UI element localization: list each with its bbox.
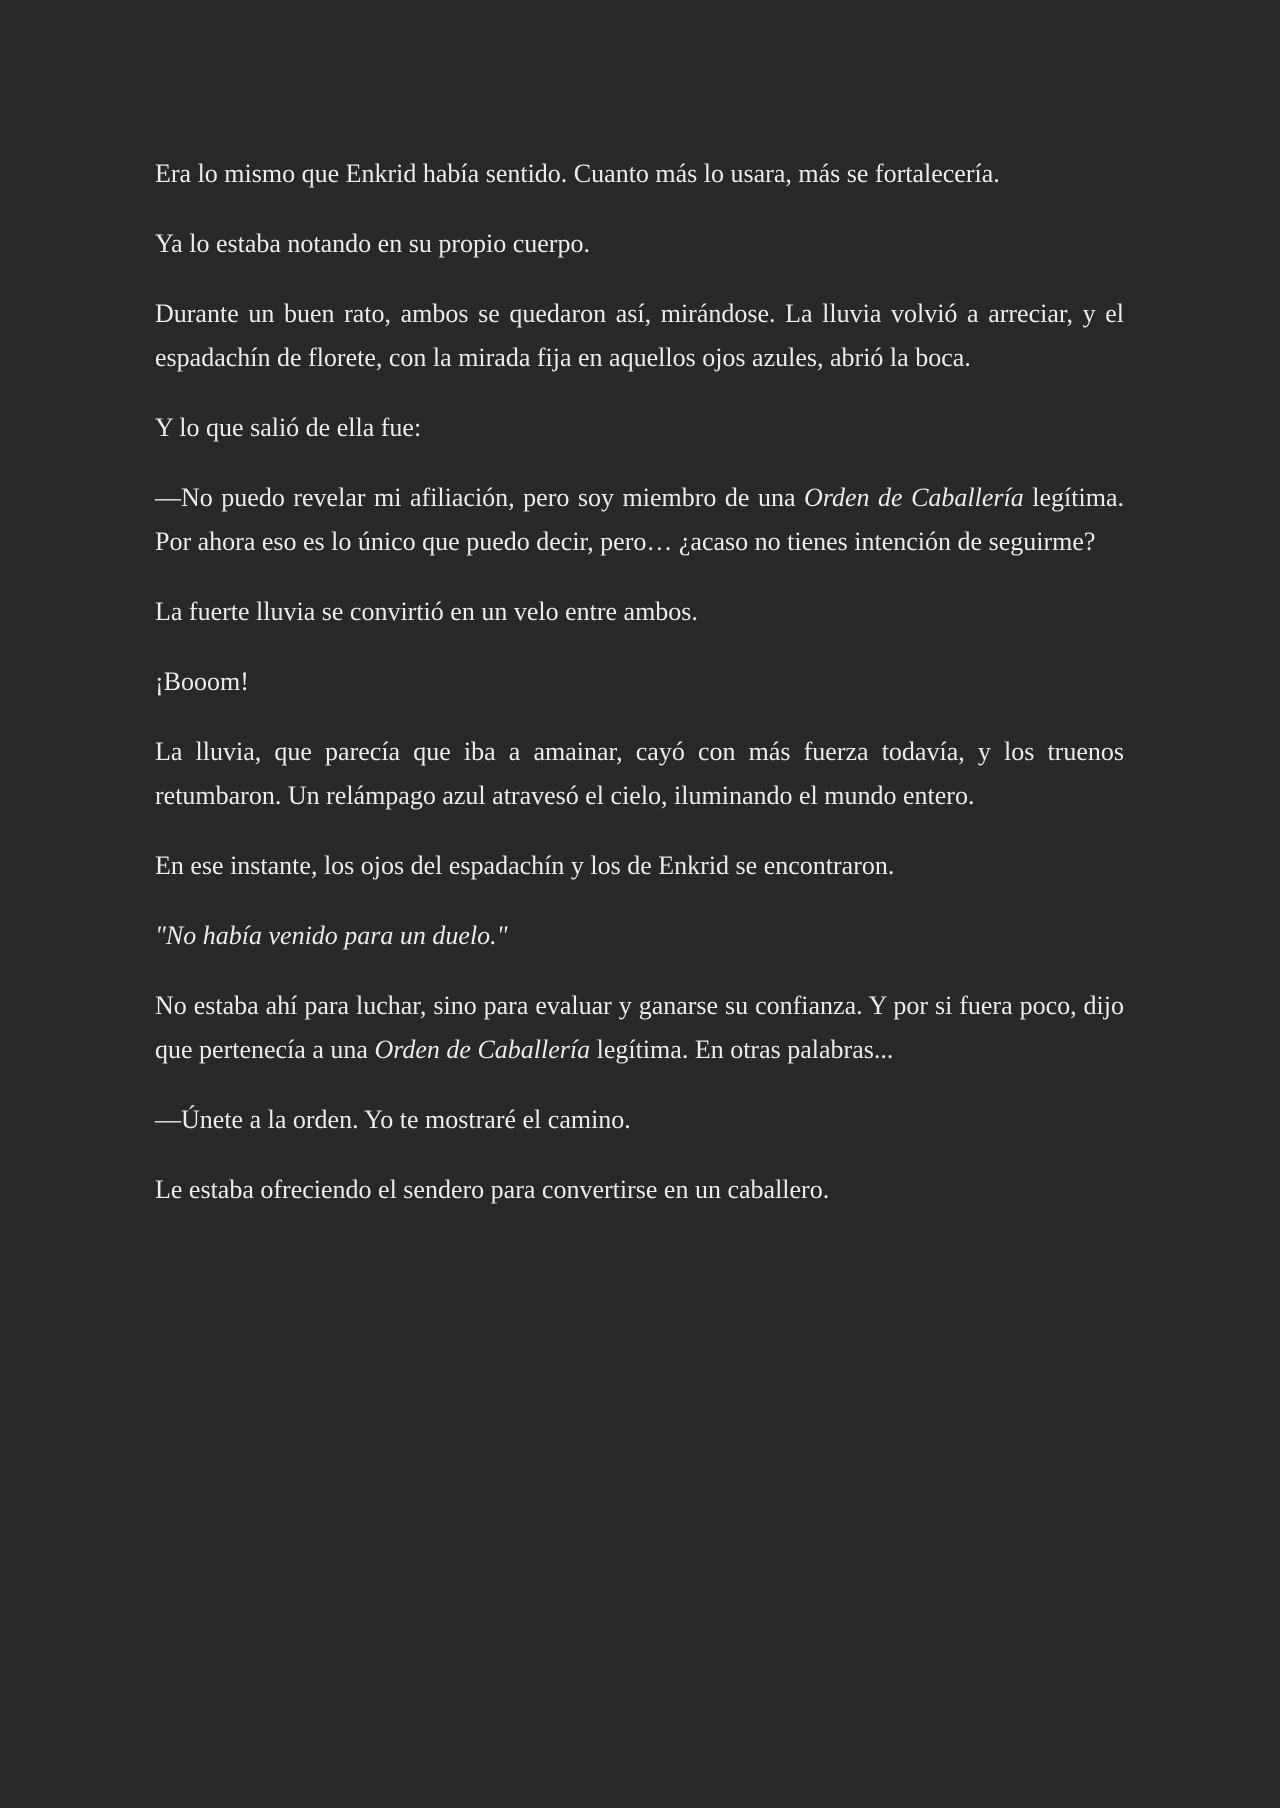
dialogue-text: legítima. Por ahora eso es lo único que puedo decir, pero… ¿acaso no tienes intención de seguirme? [155,483,1124,556]
paragraph: Durante un buen rato, ambos se quedaron así, mirándose. La lluvia volvió a arreciar, y el espadachín de florete, con la mirada fija en aquellos ojos azules, abrió la boca. [155,299,1124,372]
paragraph: Era lo mismo que Enkrid había sentido. Cuanto más lo usara, más se fortalecería. [155,159,1000,188]
paragraph: La lluvia, que parecía que iba a amainar, cayó con más fuerza todavía, y los truenos retumbaron. Un relámpago azul atravesó el cielo, iluminando el mundo entero. [155,737,1124,810]
paragraph: Le estaba ofreciendo el sendero para convertirse en un caballero. [155,1175,830,1204]
emphasis-text: Orden de Caballería [804,483,1024,512]
inner-thought: "No había venido para un duelo." [155,921,508,950]
dialogue-text: —No puedo revelar mi afiliación, pero soy miembro de una [155,483,805,512]
dialogue-paragraph: —Únete a la orden. Yo te mostraré el camino. [155,1105,631,1134]
paragraph [155,984,1124,1072]
emphasis-text: Orden de Caballería [374,1035,591,1064]
paragraph: La fuerte lluvia se convirtió en un velo entre ambos. [155,597,698,626]
chapter-text [155,152,1124,1238]
paragraph: Y lo que salió de ella fue: [155,413,422,442]
paragraph: Ya lo estaba notando en su propio cuerpo. [155,229,590,258]
paragraph: En ese instante, los ojos del espadachín y los de Enkrid se encontraron. [155,851,895,880]
paragraph-text: legítima. En otras palabras... [590,1035,894,1064]
dialogue-paragraph [155,476,1124,564]
paragraph-text: No estaba ahí para luchar, sino para evaluar y ganarse su confianza. Y por si fuera poco, dijo que pertenecía a una [155,991,1124,1064]
sound-effect: ¡Booom! [155,667,249,696]
